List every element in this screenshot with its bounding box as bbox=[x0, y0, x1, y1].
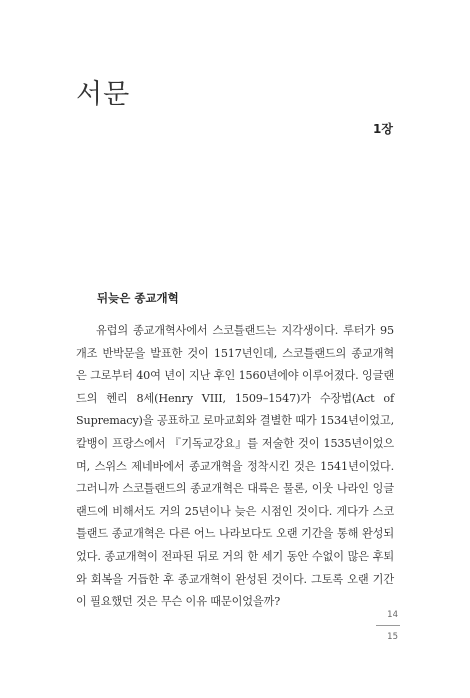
part-title: 서문 bbox=[76, 79, 131, 110]
section-heading: 뒤늦은 종교개혁 bbox=[97, 291, 179, 305]
page-number-divider bbox=[376, 625, 400, 626]
page-number-right: 15 bbox=[387, 632, 398, 642]
chapter-label: 1장 bbox=[373, 122, 393, 136]
body-paragraph: 유럽의 종교개혁사에서 스코틀랜드는 지각생이다. 루터가 95개조 반박문을 발표한 것이 1517년인데, 스코틀랜드의 종교개혁은 그로부터 40여 년이 지난 후인 1560년에야 이루어졌다. 잉글랜드의 헨리 8세(Henry VIII, 1509–1547)가 수장법(Act of Supremacy)을 공표하고 로마교회와 결별한 때가 1534년이었고, 칼뱅이 프랑스에서 『기독교강요』를 저술한 것이 1535년이었으며, 스위스 제네바에서 종교개혁을 정착시킨 것은 1541년이었다. 그러니까 스코틀랜드의 종교개혁은 대륙은 물론, 이웃 나라인 잉글랜드에 비해서도 거의 25년이나 늦은 시점인 것이다. 게다가 스코틀랜드 종교개혁은 다른 어느 나라보다도 오랜 기간을 통해 완성되었다. 종교개혁이 전파된 뒤로 거의 한 세기 동안 수없이 많은 후퇴와 회복을 거듭한 후 종교개혁이 완성된 것이다. 그토록 오랜 기간이 필요했던 것은 무슨 이유 때문이었을까? bbox=[76, 324, 394, 609]
page-number-left: 14 bbox=[387, 610, 398, 620]
